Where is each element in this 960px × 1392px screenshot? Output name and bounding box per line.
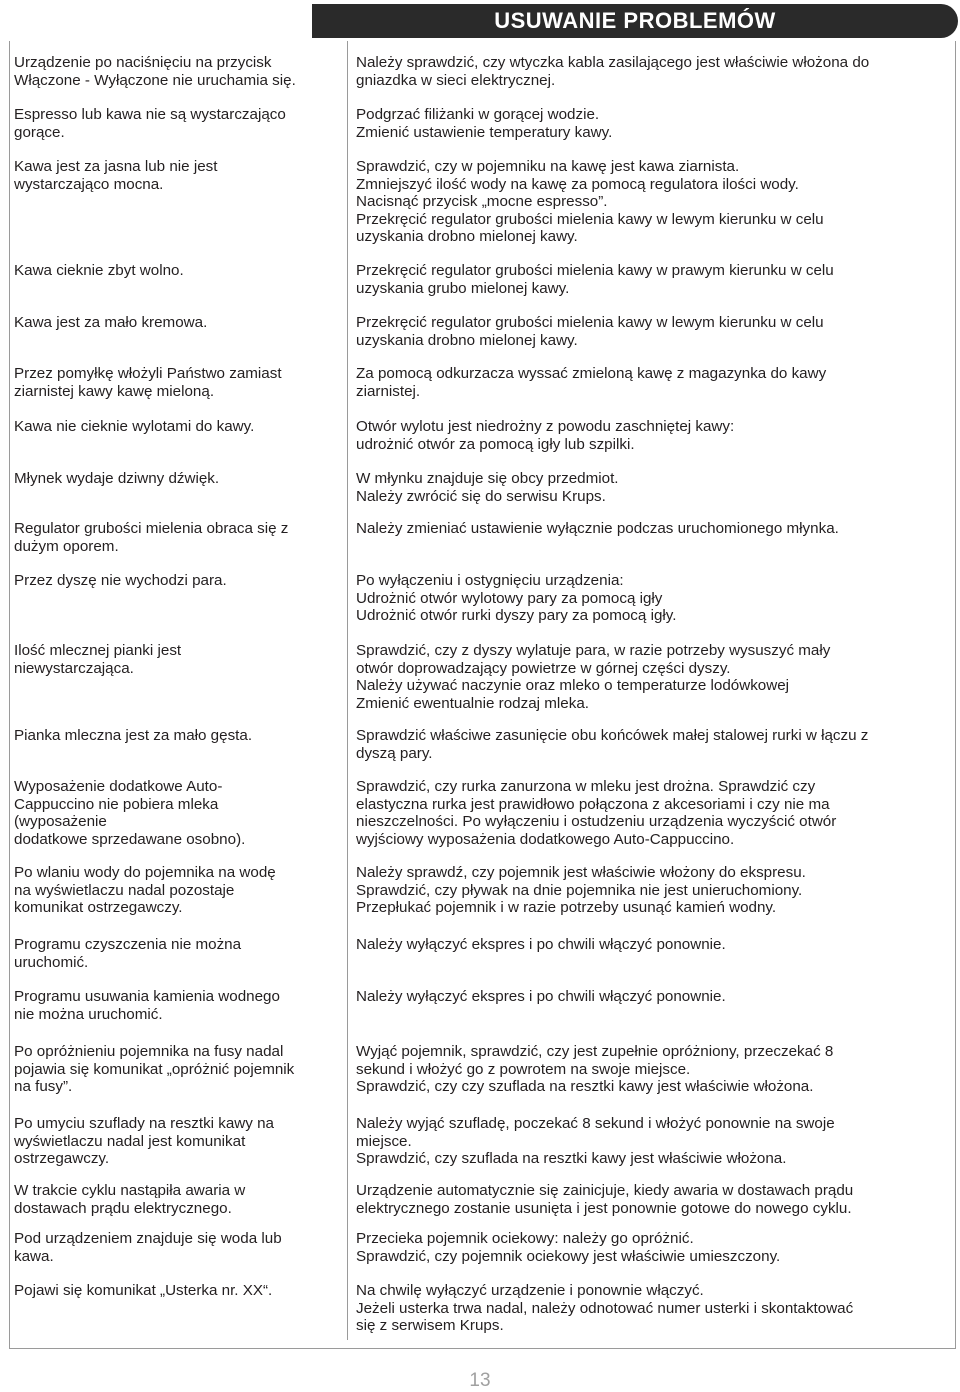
solution-line: uzyskania grubo mielonej kawy. <box>356 279 570 297</box>
problem-cell <box>14 418 339 436</box>
problem-line: Kawa jest za jasna lub nie jest <box>14 158 218 175</box>
problem-line: Ilość mlecznej pianki jest <box>14 642 182 659</box>
solution-line: Należy zwrócić się do serwisu Krups. <box>356 487 606 505</box>
problem-line: niewystarczająca. <box>14 659 134 677</box>
solution-cell <box>356 470 956 505</box>
solution-cell <box>356 778 956 848</box>
problem-cell <box>14 520 339 555</box>
problem-line: na fusy”. <box>14 1078 73 1095</box>
solution-cell <box>356 106 956 141</box>
solution-cell <box>356 1043 956 1096</box>
problem-line: nie można uruchomić. <box>14 1005 163 1023</box>
problem-line: Pojawi się komunikat „Usterka nr. XX“. <box>14 1282 273 1299</box>
problem-cell <box>14 864 339 917</box>
problem-line: uruchomić. <box>14 953 89 971</box>
problem-cell <box>14 778 339 848</box>
problem-cell <box>14 988 339 1023</box>
solution-cell <box>356 1115 956 1168</box>
problem-line: Programu czyszczenia nie można <box>14 936 242 953</box>
solution-line: W młynku znajduje się obcy przedmiot. <box>356 470 619 487</box>
solution-cell <box>356 314 956 349</box>
problem-line: ziarnistej kawy kawę mieloną. <box>14 382 215 400</box>
problem-line: dużym oporem. <box>14 537 119 555</box>
problem-line: Cappuccino nie pobiera mleka <box>14 795 219 813</box>
problem-line: na wyświetlaczu nadal pozostaje <box>14 881 235 899</box>
problem-line: Urządzenie po naciśnięciu na przycisk <box>14 54 272 71</box>
solution-line: sekund i włożyć go z powrotem na swoje miejsce. <box>356 1060 691 1078</box>
solution-cell <box>356 1230 956 1265</box>
problem-line: ostrzegawczy. <box>14 1150 110 1167</box>
problem-line: Wyposażenie dodatkowe Auto- <box>14 778 223 795</box>
solution-cell <box>356 864 956 917</box>
problem-cell <box>14 262 339 280</box>
problem-line: W trakcie cyklu nastąpiła awaria w <box>14 1182 246 1199</box>
solution-cell <box>356 520 956 538</box>
solution-line: Po wyłączeniu i ostygnięciu urządzenia: <box>356 572 624 589</box>
solution-line: elektrycznego zostanie usunięta i jest ponownie gotowe do nowego cyklu. <box>356 1199 852 1217</box>
solution-line: Podgrzać filiżanki w gorącej wodzie. <box>356 106 600 123</box>
solution-line: Przekręcić regulator grubości mielenia kawy w prawym kierunku w celu <box>356 262 834 279</box>
problem-line: gorące. <box>14 123 65 141</box>
solution-line: Należy sprawdzić, czy wtyczka kabla zasilającego jest właściwie włożona do <box>356 54 870 71</box>
problem-cell <box>14 1182 339 1217</box>
problem-line: Po wlaniu wody do pojemnika na wodę <box>14 864 276 881</box>
solution-line: ziarnistej. <box>356 382 421 400</box>
problem-cell <box>14 365 339 400</box>
problem-cell <box>14 54 339 89</box>
problem-cell <box>14 106 339 141</box>
solution-line: Jeżeli usterka trwa nadal, należy odnotować numer usterki i skontaktować <box>356 1299 854 1317</box>
problem-line: pojawia się komunikat „opróżnić pojemnik <box>14 1060 295 1078</box>
solution-line: dyszą pary. <box>356 744 433 762</box>
problem-cell <box>14 314 339 332</box>
problem-cell <box>14 727 339 745</box>
problem-cell <box>14 1043 339 1096</box>
solution-line: Należy wyłączyć ekspres i po chwili włączyć ponownie. <box>356 988 726 1005</box>
problem-line: wyświetlaczu nadal jest komunikat <box>14 1132 246 1150</box>
solution-line: Otwór wylotu jest niedrożny z powodu zaschniętej kawy: <box>356 418 735 435</box>
solution-line: Urządzenie automatycznie się zainicjuje, kiedy awaria w dostawach prądu <box>356 1182 854 1199</box>
problem-line: Programu usuwania kamienia wodnego <box>14 988 280 1005</box>
problem-line: Młynek wydaje dziwny dźwięk. <box>14 470 220 487</box>
problem-cell <box>14 1115 339 1168</box>
solution-line: Wyjąć pojemnik, sprawdzić, czy jest zupełnie opróżniony, przeczekać 8 <box>356 1043 834 1060</box>
solution-cell <box>356 418 956 453</box>
problem-cell <box>14 1282 339 1300</box>
problem-line: Włączone - Wyłączone nie uruchamia się. <box>14 71 296 89</box>
solution-line: gniazdka w sieci elektrycznej. <box>356 71 556 89</box>
solution-line: Należy wyłączyć ekspres i po chwili włączyć ponownie. <box>356 936 726 953</box>
solution-line: Sprawdzić, czy szuflada na resztki kawy jest właściwie włożona. <box>356 1150 787 1167</box>
solution-line: Zmienić ewentualnie rodzaj mleka. <box>356 694 589 712</box>
solution-cell <box>356 262 956 297</box>
solution-line: elastyczna rurka jest prawidłowo połączona z akcesoriami i czy nie ma <box>356 795 830 813</box>
solution-line: Sprawdzić, czy w pojemniku na kawę jest kawa ziarnista. <box>356 158 740 175</box>
solution-line: Sprawdzić, czy rurka zanurzona w mleku jest drożna. Sprawdzić czy <box>356 778 816 795</box>
solution-cell <box>356 1282 956 1335</box>
problem-line: kawa. <box>14 1247 54 1265</box>
solution-cell <box>356 572 956 625</box>
solution-line: uzyskania drobno mielonej kawy. <box>356 228 578 245</box>
solution-line: Należy używać naczynie oraz mleko o temperaturze lodówkowej <box>356 677 790 694</box>
problem-line: Kawa cieknie zbyt wolno. <box>14 262 184 279</box>
solution-line: Sprawdzić właściwe zasunięcie obu końcówek małej stalowej rurki w łączu z <box>356 727 869 744</box>
problem-cell <box>14 642 339 677</box>
solution-line: Na chwilę wyłączyć urządzenie i ponownie włączyć. <box>356 1282 704 1299</box>
solution-line: Przekręcić regulator grubości mielenia kawy w lewym kierunku w celu <box>356 210 824 228</box>
solution-line: się z serwisem Krups. <box>356 1317 504 1334</box>
problem-line: Kawa jest za mało kremowa. <box>14 314 208 331</box>
solution-cell <box>356 988 956 1006</box>
solution-cell <box>356 158 956 246</box>
solution-line: nieszczelności. Po wyłączeniu i ostudzeniu urządzenia wyczyścić otwór <box>356 813 837 830</box>
section-title: USUWANIE PROBLEMÓW <box>312 4 958 38</box>
problem-cell <box>14 1230 339 1265</box>
solution-line: Sprawdzić, czy czy szuflada na resztki kawy jest właściwie włożona. <box>356 1078 814 1095</box>
solution-line: Należy zmieniać ustawienie wyłącznie podczas uruchomionego młynka. <box>356 520 839 537</box>
problem-line: dodatkowe sprzedawane osobno). <box>14 830 246 848</box>
solution-line: udrożnić otwór za pomocą igły lub szpilki. <box>356 435 635 453</box>
solution-line: wyjściowy wyposażenia dodatkowego Auto-Cappuccino. <box>356 830 735 848</box>
problem-line: Po umyciu szuflady na resztki kawy na <box>14 1115 274 1132</box>
problem-line: wystarczająco mocna. <box>14 175 164 193</box>
solution-line: miejsce. <box>356 1132 412 1150</box>
solution-line: Zmienić ustawienie temperatury kawy. <box>356 123 613 141</box>
solution-line: Przepłukać pojemnik i w razie potrzeby usunąć kamień wodny. <box>356 899 777 916</box>
solution-cell <box>356 365 956 400</box>
solution-line: Udrożnić otwór rurki dyszy pary za pomocą igły. <box>356 607 677 624</box>
problem-cell <box>14 936 339 971</box>
solution-line: Przecieka pojemnik ociekowy: należy go opróżnić. <box>356 1230 694 1247</box>
page-number: 13 <box>469 1370 491 1391</box>
solution-cell <box>356 54 956 89</box>
solution-line: Sprawdzić, czy pływak na dnie pojemnika nie jest unieruchomiony. <box>356 881 803 899</box>
problem-line: Przez pomyłkę włożyli Państwo zamiast <box>14 365 282 382</box>
problem-line: komunikat ostrzegawczy. <box>14 899 183 916</box>
solution-line: Zmniejszyć ilość wody na kawę za pomocą regulatora ilości wody. <box>356 175 799 193</box>
solution-cell <box>356 727 956 762</box>
problem-cell <box>14 572 339 590</box>
problem-line: dostawach prądu elektrycznego. <box>14 1199 232 1217</box>
problem-line: (wyposażenie <box>14 813 107 830</box>
problem-line: Regulator grubości mielenia obraca się z <box>14 520 289 537</box>
solution-cell <box>356 936 956 954</box>
solution-cell <box>356 1182 956 1217</box>
problem-cell <box>14 158 339 193</box>
solution-line: Sprawdzić, czy z dyszy wylatuje para, w razie potrzeby wysuszyć mały <box>356 642 831 659</box>
solution-line: Za pomocą odkurzacza wyssać zmieloną kawę z magazynka do kawy <box>356 365 827 382</box>
problem-line: Pod urządzeniem znajduje się woda lub <box>14 1230 282 1247</box>
solution-line: Nacisnąć przycisk „mocne espresso”. <box>356 193 608 210</box>
solution-line: otwór doprowadzający powietrze w górnej części dyszy. <box>356 659 731 677</box>
problem-cell <box>14 470 339 488</box>
problem-line: Kawa nie cieknie wylotami do kawy. <box>14 418 255 435</box>
solution-line: Należy sprawdź, czy pojemnik jest właściwie włożony do ekspresu. <box>356 864 806 881</box>
solution-line: Udrożnić otwór wylotowy pary za pomocą igły <box>356 589 663 607</box>
solution-line: Sprawdzić, czy pojemnik ociekowy jest właściwie umieszczony. <box>356 1247 781 1265</box>
solution-cell <box>356 642 956 712</box>
problem-line: Po opróżnieniu pojemnika na fusy nadal <box>14 1043 284 1060</box>
solution-line: Należy wyjąć szufladę, poczekać 8 sekund i włożyć ponownie na swoje <box>356 1115 835 1132</box>
problem-line: Espresso lub kawa nie są wystarczająco <box>14 106 286 123</box>
problem-line: Przez dyszę nie wychodzi para. <box>14 572 227 589</box>
problem-line: Pianka mleczna jest za mało gęsta. <box>14 727 253 744</box>
solution-line: Przekręcić regulator grubości mielenia kawy w lewym kierunku w celu <box>356 314 824 331</box>
solution-line: uzyskania drobno mielonej kawy. <box>356 331 578 349</box>
